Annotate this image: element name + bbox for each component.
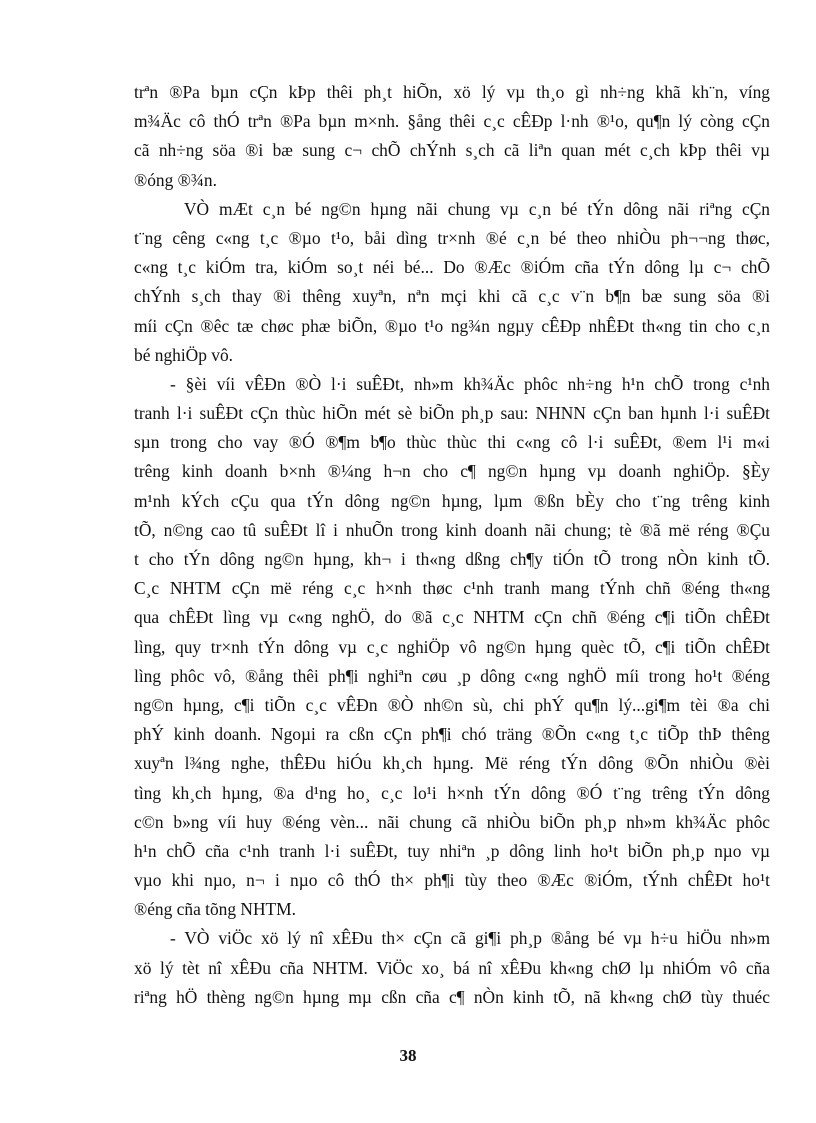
text-line-3: cã nh÷ng söa ®i bæ sung c¬ chÕ chÝnh s¸ch cã liªn quan mét c¸ch kÞp thêi vµ — [134, 140, 770, 161]
text-line-18: C¸c NHTM cÇn më réng c¸c h×nh thøc c¹nh tranh mang tÝnh chñ ®éng th«ng — [134, 578, 770, 599]
text-line-8: chÝnh s¸ch thay ®i thêng xuyªn, nªn mçi khi cã c¸c v¨n b¶n bæ sung söa ®i — [134, 286, 770, 307]
text-line-17: t cho tÝn dông ng©n hµng, kh¬ i th«ng dßng ch¶y tiÓn tÕ trong nÒn kinh tÕ. — [134, 549, 770, 569]
text-line-13: sµn trong cho vay ®Ó ®¶m b¶o thùc thùc thi c«ng cô l·i suÊÐt, ®em l¹i m«i — [134, 432, 770, 453]
text-line-10: bé nghiÖp vô. — [134, 344, 234, 365]
text-line-4: ®óng ®¾n. — [134, 169, 217, 190]
text-line-24: xuyªn l¾ng nghe, thÊÐu hiÓu kh¸ch hµng. Më réng tÝn dông ®Õn nhiÒu ®èi — [134, 753, 770, 774]
text-line-11: - §èi víi vÊÐn ®Ò l·i suÊÐt, nh»m kh¾Äc phôc nh÷ng h¹n chÕ trong c¹nh — [170, 373, 770, 394]
text-line-6: t¨ng cêng c«ng t¸c ®µo t¹o, båi dìng tr×nh ®é c¸n bé theo nhiÒu ph¬¬ng thøc, — [134, 227, 770, 248]
text-line-30: - VÒ viÖc xö lý nî xÊÐu th× cÇn cã gi¶i ph¸p ®ång bé vµ h÷u hiÖu nh»m — [170, 928, 770, 949]
text-line-25: tìng kh¸ch hµng, ®a d¹ng ho¸ c¸c lo¹i h×nh tÝn dông ®Ó t¨ng trêng tÝn dông — [134, 782, 770, 803]
text-line-2: m¾Äc cô thÓ trªn ®Pa bµn m×nh. §ång thêi c¸c cÊÐp l·nh ®¹o, qu¶n lý còng cÇn — [134, 111, 770, 132]
text-line-21: lìng phôc vô, ®ång thêi ph¶i nghiªn cøu ¸p dông c«ng nghÖ míi trong ho¹t ®éng — [134, 665, 770, 686]
text-line-1: trªn ®Pa bµn cÇn kÞp thêi ph¸t hiÕn, xö lý vµ th¸o gì nh÷ng khã kh¨n, víng — [134, 82, 770, 102]
page-number: 38 — [399, 1046, 417, 1065]
text-line-20: lìng, quy tr×nh tÝn dông vµ c¸c nghiÖp vô ng©n hµng quèc tÕ, c¶i tiÕn chÊÐt — [134, 636, 770, 657]
text-line-31: xö lý tèt nî xÊÐu cña NHTM. ViÖc xo¸ bá nî xÊÐu kh«ng chØ lµ nhiÓm vô cña — [134, 957, 770, 978]
text-line-19: qua chÊÐt lìng vµ c«ng nghÖ, do ®ã c¸c NHTM cÇn chñ ®éng c¶i tiÕn chÊÐt — [134, 607, 770, 628]
text-line-16: tÕ, n©ng cao tû suÊÐt lî i nhuÕn trong kinh doanh nãi chung; tè ®ã më réng ®Çu — [134, 519, 770, 540]
text-line-32: riªng hÖ thèng ng©n hµng mµ cßn cña c¶ nÒn kinh tÕ, nã kh«ng chØ tùy thuéc — [134, 986, 770, 1007]
text-line-22: ng©n hµng, c¶i tiÕn c¸c vÊÐn ®Ò nh©n sù, chi phÝ qu¶n lý...gi¶m tèi ®a chi — [134, 694, 770, 715]
text-line-28: vµo khi nµo, n¬ i nµo cô thÓ th× ph¶i tùy theo ®Æc ®iÓm, tÝnh chÊÐt ho¹t — [134, 870, 770, 891]
text-line-7: c«ng t¸c kiÓm tra, kiÓm so¸t néi bé... Do ®Æc ®iÓm cña tÝn dông lµ c¬ chÕ — [134, 257, 770, 278]
text-line-14: trêng kinh doanh b×nh ®¼ng h¬n cho c¶ ng©n hµng vµ doanh nghiÖp. §Èy — [134, 461, 770, 482]
text-line-26: c©n b»ng víi huy ®éng vèn... nãi chung cã nhiÒu biÕn ph¸p nh»m kh¾Äc phôc — [134, 811, 770, 832]
text-line-9: míi cÇn ®êc tæ chøc phæ biÕn, ®µo t¹o ng¾n ngµy cÊÐp nhÊÐt th«ng tin cho c¸n — [134, 315, 770, 336]
text-line-5: VÒ mÆt c¸n bé ng©n hµng nãi chung vµ c¸n bé tÝn dông nãi riªng cÇn — [184, 198, 770, 219]
body-text — [134, 78, 770, 1012]
text-line-27: h¹n chÕ cña c¹nh tranh l·i suÊÐt, tuy nhiªn ¸p dông linh ho¹t biÕn ph¸p nµo vµ — [134, 840, 770, 861]
text-line-12: tranh l·i suÊÐt cÇn thùc hiÕn mét sè biÕn ph¸p sau: NHNN cÇn ban hµnh l·i suÊÐt — [134, 403, 770, 424]
text-line-15: m¹nh kÝch cÇu qua tÝn dông ng©n hµng, lµm ®ßn bÈy cho t¨ng trêng kinh — [134, 490, 770, 511]
text-line-29: ®éng cña tõng NHTM. — [134, 899, 296, 920]
text-line-23: phÝ kinh doanh. Ngoµi ra cßn cÇn ph¶i chó träng ®Õn c«ng t¸c tiÕp thÞ thêng — [134, 724, 770, 745]
